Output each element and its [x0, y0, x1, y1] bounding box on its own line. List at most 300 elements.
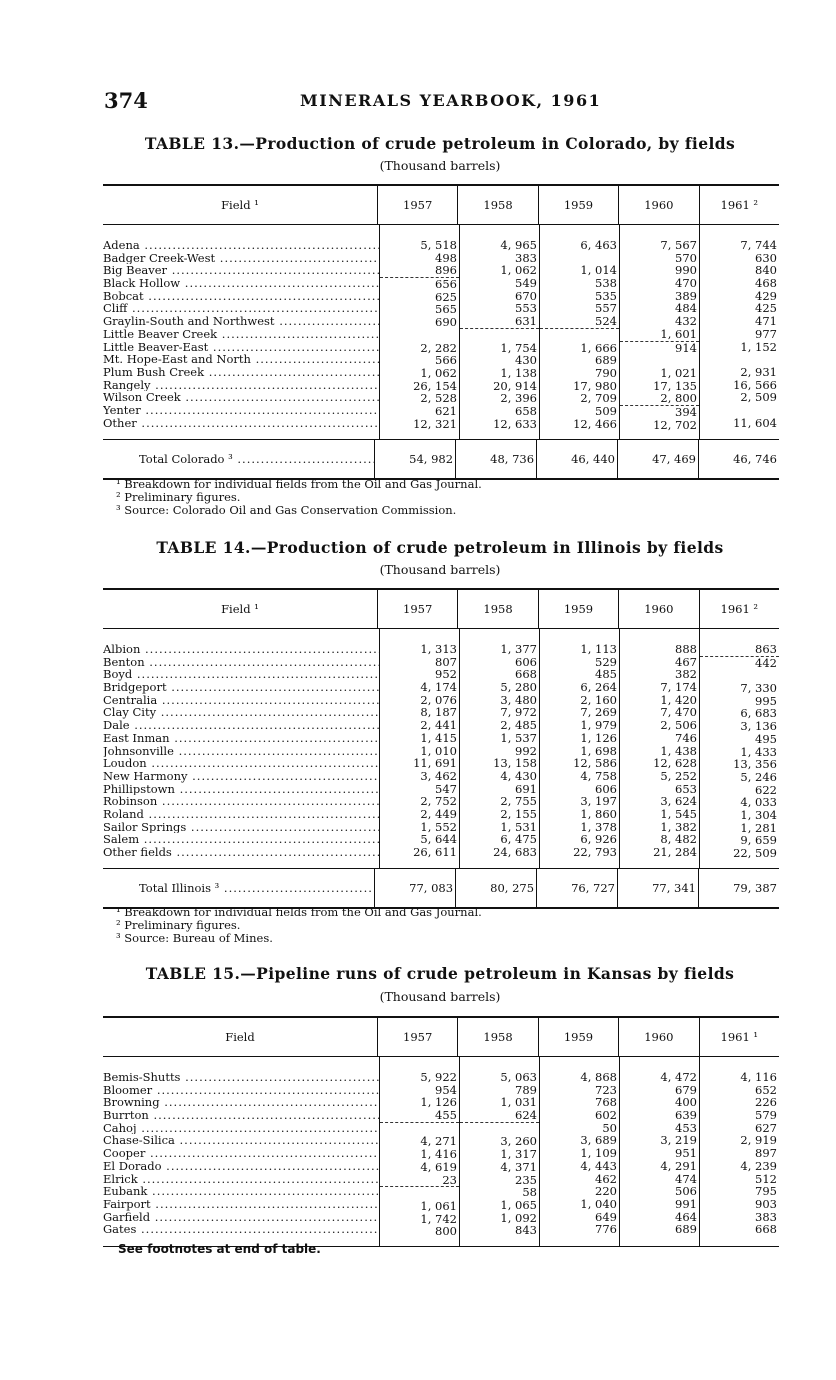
table-cell: 627	[755, 1121, 777, 1135]
table-cell: 896	[435, 264, 457, 278]
table-cell: 4, 239	[740, 1159, 777, 1173]
column-top-spacer	[103, 629, 379, 643]
column-bottom-gap	[700, 1236, 779, 1244]
table-cell: 1, 113	[580, 643, 617, 656]
column-bottom-gap	[460, 859, 539, 867]
table-cell: 606	[595, 782, 617, 796]
table-cell: 58	[522, 1186, 537, 1199]
column-header-year: 1957	[377, 186, 457, 224]
table-cell: 3, 260	[500, 1135, 537, 1149]
year-column	[539, 629, 619, 868]
column-header-year: 1960	[618, 1018, 698, 1056]
table-cell	[103, 1122, 379, 1135]
table-cell: 5, 252	[660, 769, 697, 783]
column-top-spacer	[460, 1057, 539, 1071]
column-header-year: 1960	[618, 186, 698, 224]
table-cell	[103, 656, 379, 669]
table-cell: 653	[675, 782, 697, 796]
table-cell: 1, 378	[580, 820, 617, 834]
table-cell: 549	[515, 277, 537, 290]
column-top-spacer	[620, 225, 699, 239]
column-header-field: Field ¹	[221, 602, 259, 616]
column-bottom-gap	[620, 859, 699, 867]
field-name: El Dorado .....	[103, 1160, 379, 1173]
table-cell: 3, 462	[420, 769, 457, 783]
table-14	[103, 588, 779, 909]
table-cell: 455	[435, 1109, 457, 1122]
table-cell: 547	[435, 782, 457, 796]
column-bottom-gap	[540, 859, 619, 867]
column-header-year: 1960	[618, 590, 698, 628]
table-cell: 8, 482	[660, 833, 697, 846]
table-cell: 1, 062	[420, 366, 457, 380]
table-15	[103, 1016, 779, 1247]
year-column	[619, 1057, 699, 1246]
table-cell: 16, 566	[733, 378, 777, 392]
table-cell	[103, 643, 379, 656]
table-cell: 4, 619	[420, 1160, 457, 1174]
table-cell: 50	[602, 1121, 617, 1135]
year-column	[619, 629, 699, 868]
table-cell: 2, 755	[500, 795, 537, 808]
table-cell: 914	[620, 341, 699, 355]
column-header-year: 1961 ¹	[699, 1018, 779, 1056]
table-cell: 5, 644	[420, 833, 457, 846]
table-cell	[103, 1173, 379, 1186]
table-cell: 1, 420	[660, 693, 697, 707]
table-body	[103, 1057, 779, 1246]
table-cell: 557	[595, 302, 617, 316]
table-cell: 3, 624	[660, 795, 697, 808]
table-body	[103, 225, 779, 439]
table-cell: 903	[755, 1197, 777, 1211]
table-cell	[540, 252, 619, 265]
field-name: Other fields .....	[103, 846, 379, 859]
table-cell: 2, 528	[420, 392, 457, 405]
table-cell: 9, 659	[740, 834, 777, 847]
column-bottom-gap	[700, 429, 779, 437]
table-cell: 425	[755, 302, 777, 316]
table-cell: 639	[675, 1109, 697, 1122]
field-name: Sailor Springs .....	[103, 821, 379, 834]
table-cell	[620, 354, 699, 367]
table-cell	[103, 706, 379, 719]
field-name: Little Beaver-East .....	[103, 341, 379, 354]
field-name: Loudon .....	[103, 757, 379, 770]
table-cell: 538	[595, 277, 617, 290]
column-header-year: 1959	[538, 186, 618, 224]
field-name: Benton .....	[103, 656, 379, 669]
table-cell: 897	[755, 1147, 777, 1160]
table-cell: 5, 518	[420, 239, 457, 252]
table-cell: 5, 280	[500, 681, 537, 694]
column-header-year: 1958	[457, 186, 537, 224]
column-top-spacer	[540, 225, 619, 239]
table-cell: 389	[675, 289, 697, 303]
table-cell: 622	[755, 783, 777, 797]
field-name: Dale .....	[103, 719, 379, 732]
table-cell	[103, 252, 379, 265]
table-cell	[103, 290, 379, 303]
table-cell	[700, 404, 779, 417]
table-cell: 5, 063	[500, 1071, 537, 1084]
table-cell	[103, 417, 379, 430]
table-13	[103, 184, 779, 480]
table-cell: 1, 666	[580, 341, 617, 355]
table-cell	[103, 1084, 379, 1097]
column-bottom-gap	[103, 859, 379, 867]
field-name: Mt. Hope-East and North .....	[103, 353, 379, 366]
column-top-spacer	[620, 629, 699, 643]
table-cell	[700, 353, 779, 366]
table-cell: 471	[755, 315, 777, 328]
table-cell: 7, 470	[660, 706, 697, 720]
table-14-title: TABLE 14.—Production of crude petroleum in Illinois by fields	[156, 538, 724, 557]
column-top-spacer	[103, 1057, 379, 1071]
total-value: 48, 736	[455, 440, 536, 478]
table-cell: 22, 793	[573, 846, 617, 859]
table-cell: 4, 271	[420, 1135, 457, 1149]
field-name: Boyd .....	[103, 668, 379, 681]
field-name: Adena .....	[103, 239, 379, 252]
column-top-spacer	[460, 225, 539, 239]
table-cell: 26, 154	[413, 379, 457, 393]
field-name: Bloomer .....	[103, 1084, 379, 1097]
column-header-year: 1957	[377, 1018, 457, 1056]
table-15-title: TABLE 15.—Pipeline runs of crude petroleum in Kansas by fields	[145, 964, 735, 983]
table-cell: 977	[755, 327, 777, 341]
table-cell: 6, 463	[580, 239, 617, 252]
field-name: Cooper .....	[103, 1147, 379, 1160]
table-14-unit: (Thousand barrels)	[379, 562, 501, 577]
column-top-spacer	[380, 1057, 459, 1071]
table-cell: 512	[755, 1172, 777, 1186]
table-cell: 776	[595, 1223, 617, 1236]
table-13-title: TABLE 13.—Production of crude petroleum in Colorado, by fields	[144, 134, 736, 153]
table-cell	[103, 770, 379, 783]
table-cell: 624	[515, 1109, 537, 1122]
column-top-spacer	[460, 629, 539, 643]
table-cell: 2, 076	[420, 693, 457, 707]
column-bottom-gap	[460, 1237, 539, 1245]
table-cell: 691	[515, 782, 537, 796]
table-cell: 1, 860	[580, 807, 617, 821]
table-cell	[103, 808, 379, 821]
table-cell	[103, 1071, 379, 1084]
column-bottom-gap	[380, 1238, 459, 1246]
table-cell: 3, 197	[580, 795, 617, 808]
table-cell: 3, 480	[500, 693, 537, 707]
table-cell: 1, 545	[660, 807, 697, 821]
table-cell: 226	[755, 1096, 777, 1110]
table-body	[103, 629, 779, 868]
table-cell: 467	[675, 655, 697, 669]
total-value: 46, 440	[536, 440, 617, 478]
table-cell: 3, 219	[660, 1134, 697, 1148]
table-cell: 790	[595, 366, 617, 380]
table-cell: 1, 065	[500, 1198, 537, 1212]
table-cell: 649	[595, 1210, 617, 1224]
page-number: 374	[104, 88, 148, 113]
table-cell: 8, 187	[420, 706, 457, 720]
table-cell: 807	[435, 655, 457, 669]
table-cell: 3, 689	[580, 1134, 617, 1148]
see-footnotes-note: See footnotes at end of table.	[118, 1242, 321, 1256]
table-cell: 524	[595, 315, 617, 328]
footnote: ² Preliminary figures.	[116, 490, 241, 504]
table-cell: 795	[755, 1185, 777, 1198]
table-cell: 2, 160	[580, 693, 617, 707]
column-top-spacer	[103, 225, 379, 239]
table-cell: 2, 282	[420, 341, 457, 355]
table-cell: 992	[515, 744, 537, 758]
year-column	[379, 225, 459, 439]
table-cell	[103, 353, 379, 366]
table-cell	[380, 1186, 459, 1200]
table-cell: 4, 758	[580, 769, 617, 783]
field-name: Big Beaver .....	[103, 264, 379, 277]
table-cell: 4, 033	[740, 796, 777, 809]
table-cell: 5, 922	[420, 1071, 457, 1084]
table-cell: 566	[435, 354, 457, 367]
year-column	[459, 1057, 539, 1246]
table-cell: 579	[755, 1109, 777, 1122]
table-cell: 220	[595, 1185, 617, 1198]
table-cell: 652	[755, 1083, 777, 1097]
table-cell: 4, 472	[660, 1071, 697, 1084]
table-cell: 1, 552	[420, 820, 457, 834]
table-cell	[540, 328, 619, 342]
field-name: Bridgeport .....	[103, 681, 379, 694]
field-name: Johnsonville .....	[103, 745, 379, 758]
column-header-year: 1957	[377, 590, 457, 628]
table-cell: 2, 485	[500, 719, 537, 732]
table-cell: 7, 567	[660, 239, 697, 252]
table-cell: 20, 914	[493, 379, 537, 393]
table-cell: 690	[435, 316, 457, 329]
table-cell: 1, 433	[740, 745, 777, 759]
field-name: Plum Bush Creek .....	[103, 366, 379, 379]
table-cell: 26, 611	[413, 846, 457, 859]
total-value: 80, 275	[455, 869, 536, 907]
table-cell: 1, 126	[580, 731, 617, 745]
year-column	[459, 629, 539, 868]
total-label	[103, 440, 374, 478]
table-cell: 12, 633	[493, 417, 537, 431]
table-cell	[103, 668, 379, 681]
table-cell	[103, 1185, 379, 1198]
table-cell: 6, 926	[580, 833, 617, 846]
field-name: Elrick .....	[103, 1173, 379, 1186]
field-name: Garfield .....	[103, 1211, 379, 1224]
total-value: 54, 982	[374, 440, 455, 478]
table-cell: 6, 264	[580, 681, 617, 694]
table-cell	[103, 846, 379, 859]
table-cell: 1, 304	[740, 808, 777, 822]
table-header-row	[103, 590, 779, 629]
table-cell: 442	[700, 656, 779, 670]
table-cell: 888	[675, 643, 697, 656]
table-cell	[103, 1198, 379, 1211]
table-15-unit: (Thousand barrels)	[379, 989, 501, 1004]
table-cell: 235	[515, 1173, 537, 1187]
field-name: Badger Creek-West .....	[103, 252, 379, 265]
table-cell: 484	[675, 302, 697, 316]
table-cell: 2, 449	[420, 807, 457, 821]
table-cell: 1, 062	[500, 264, 537, 278]
table-cell: 7, 269	[580, 706, 617, 720]
year-column	[379, 629, 459, 868]
table-cell: 689	[675, 1223, 697, 1236]
table-cell: 4, 430	[500, 769, 537, 783]
table-cell: 1, 014	[580, 264, 617, 278]
table-cell: 7, 174	[660, 681, 697, 694]
field-name: Clay City .....	[103, 706, 379, 719]
table-cell: 2, 155	[500, 807, 537, 821]
table-cell	[103, 379, 379, 392]
table-cell: 995	[755, 694, 777, 708]
table-cell	[103, 1096, 379, 1109]
table-cell	[103, 404, 379, 417]
field-name: Cliff .....	[103, 302, 379, 315]
footnote: ¹ Breakdown for individual fields from the Oil and Gas Journal.	[116, 905, 482, 919]
year-column	[459, 225, 539, 439]
field-column	[103, 1057, 379, 1246]
table-cell: 746	[675, 731, 697, 745]
field-name: Other .....	[103, 417, 379, 430]
table-cell: 800	[435, 1225, 457, 1238]
table-cell: 2, 506	[660, 719, 697, 732]
table-header-row	[103, 1018, 779, 1057]
table-cell: 430	[515, 354, 537, 367]
table-cell: 1, 109	[580, 1147, 617, 1160]
table-cell: 2, 396	[500, 392, 537, 405]
table-cell	[103, 328, 379, 341]
column-top-spacer	[700, 1057, 779, 1071]
table-cell: 432	[675, 315, 697, 328]
table-cell: 843	[515, 1224, 537, 1237]
table-header-row	[103, 186, 779, 225]
table-cell: 24, 683	[493, 846, 537, 859]
column-bottom-gap	[540, 430, 619, 438]
table-cell: 383	[515, 251, 537, 265]
table-cell: 1, 601	[660, 327, 697, 341]
table-cell: 768	[595, 1096, 617, 1110]
table-cell	[103, 732, 379, 745]
table-cell: 2, 752	[420, 795, 457, 808]
year-column	[699, 225, 779, 439]
field-column	[103, 225, 379, 439]
column-bottom-gap	[700, 860, 779, 868]
field-name: Bobcat .....	[103, 290, 379, 303]
table-cell: 565	[435, 303, 457, 317]
table-cell: 990	[675, 264, 697, 278]
table-cell: 506	[675, 1185, 697, 1198]
field-name: Black Hollow .....	[103, 277, 379, 290]
column-header-field: Field	[225, 1030, 255, 1044]
table-cell: 789	[515, 1083, 537, 1097]
table-cell: 529	[595, 655, 617, 669]
table-cell: 462	[595, 1172, 617, 1186]
table-cell: 535	[595, 289, 617, 303]
table-cell	[103, 391, 379, 404]
column-bottom-gap	[380, 430, 459, 438]
table-cell: 429	[755, 289, 777, 303]
table-cell: 553	[515, 302, 537, 316]
column-bottom-gap	[620, 431, 699, 439]
total-value: 47, 469	[617, 440, 698, 478]
table-cell: 1, 537	[500, 731, 537, 745]
table-cell	[103, 239, 379, 252]
column-header-year: 1959	[538, 1018, 618, 1056]
column-top-spacer	[700, 225, 779, 239]
footnote: ² Preliminary figures.	[116, 918, 241, 932]
column-header-year: 1959	[538, 590, 618, 628]
table-cell: 1, 317	[500, 1148, 537, 1161]
field-name: Robinson .....	[103, 795, 379, 808]
table-cell	[380, 1122, 459, 1136]
column-top-spacer	[380, 225, 459, 239]
table-cell: 3, 136	[740, 720, 777, 733]
table-cell	[103, 277, 379, 290]
table-cell: 602	[595, 1109, 617, 1122]
field-name: New Harmony .....	[103, 770, 379, 783]
table-cell: 1, 698	[580, 744, 617, 758]
table-cell	[103, 833, 379, 846]
year-column	[539, 225, 619, 439]
table-cell: 23	[442, 1173, 457, 1187]
field-name: Browning .....	[103, 1096, 379, 1109]
table-cell: 1, 092	[500, 1211, 537, 1225]
column-top-spacer	[620, 1057, 699, 1071]
table-cell: 668	[755, 1223, 777, 1236]
table-cell: 4, 371	[500, 1160, 537, 1174]
column-bottom-gap	[103, 429, 379, 437]
table-cell: 863	[755, 643, 777, 656]
table-cell: 570	[675, 251, 697, 265]
table-cell	[103, 264, 379, 277]
table-cell: 1, 061	[420, 1199, 457, 1213]
table-cell: 2, 709	[580, 392, 617, 405]
year-column	[379, 1057, 459, 1246]
year-column	[619, 225, 699, 439]
field-name: Phillipstown .....	[103, 783, 379, 796]
table-cell: 1, 979	[580, 719, 617, 732]
field-column	[103, 629, 379, 868]
footnote: ³ Source: Colorado Oil and Gas Conservation Commission.	[116, 503, 457, 517]
table-cell: 2, 509	[740, 391, 777, 404]
table-cell: 400	[675, 1096, 697, 1110]
column-header-year: 1961 ²	[699, 590, 779, 628]
field-name: Salem .....	[103, 833, 379, 846]
table-cell: 4, 965	[500, 239, 537, 252]
field-name: Centralia .....	[103, 694, 379, 707]
table-cell: 670	[515, 289, 537, 303]
table-cell: 954	[435, 1083, 457, 1097]
table-14-footnotes	[116, 906, 482, 945]
total-value: 76, 727	[536, 869, 617, 907]
table-cell: 1, 416	[420, 1148, 457, 1161]
table-cell: 2, 441	[420, 719, 457, 732]
table-cell	[103, 1160, 379, 1173]
table-cell	[700, 669, 779, 682]
column-bottom-gap	[380, 859, 459, 867]
table-cell: 631	[515, 315, 537, 328]
table-cell: 7, 744	[740, 239, 777, 252]
table-cell: 1, 138	[500, 366, 537, 380]
footnote: ³ Source: Bureau of Mines.	[116, 931, 273, 945]
table-cell: 2, 919	[740, 1134, 777, 1148]
